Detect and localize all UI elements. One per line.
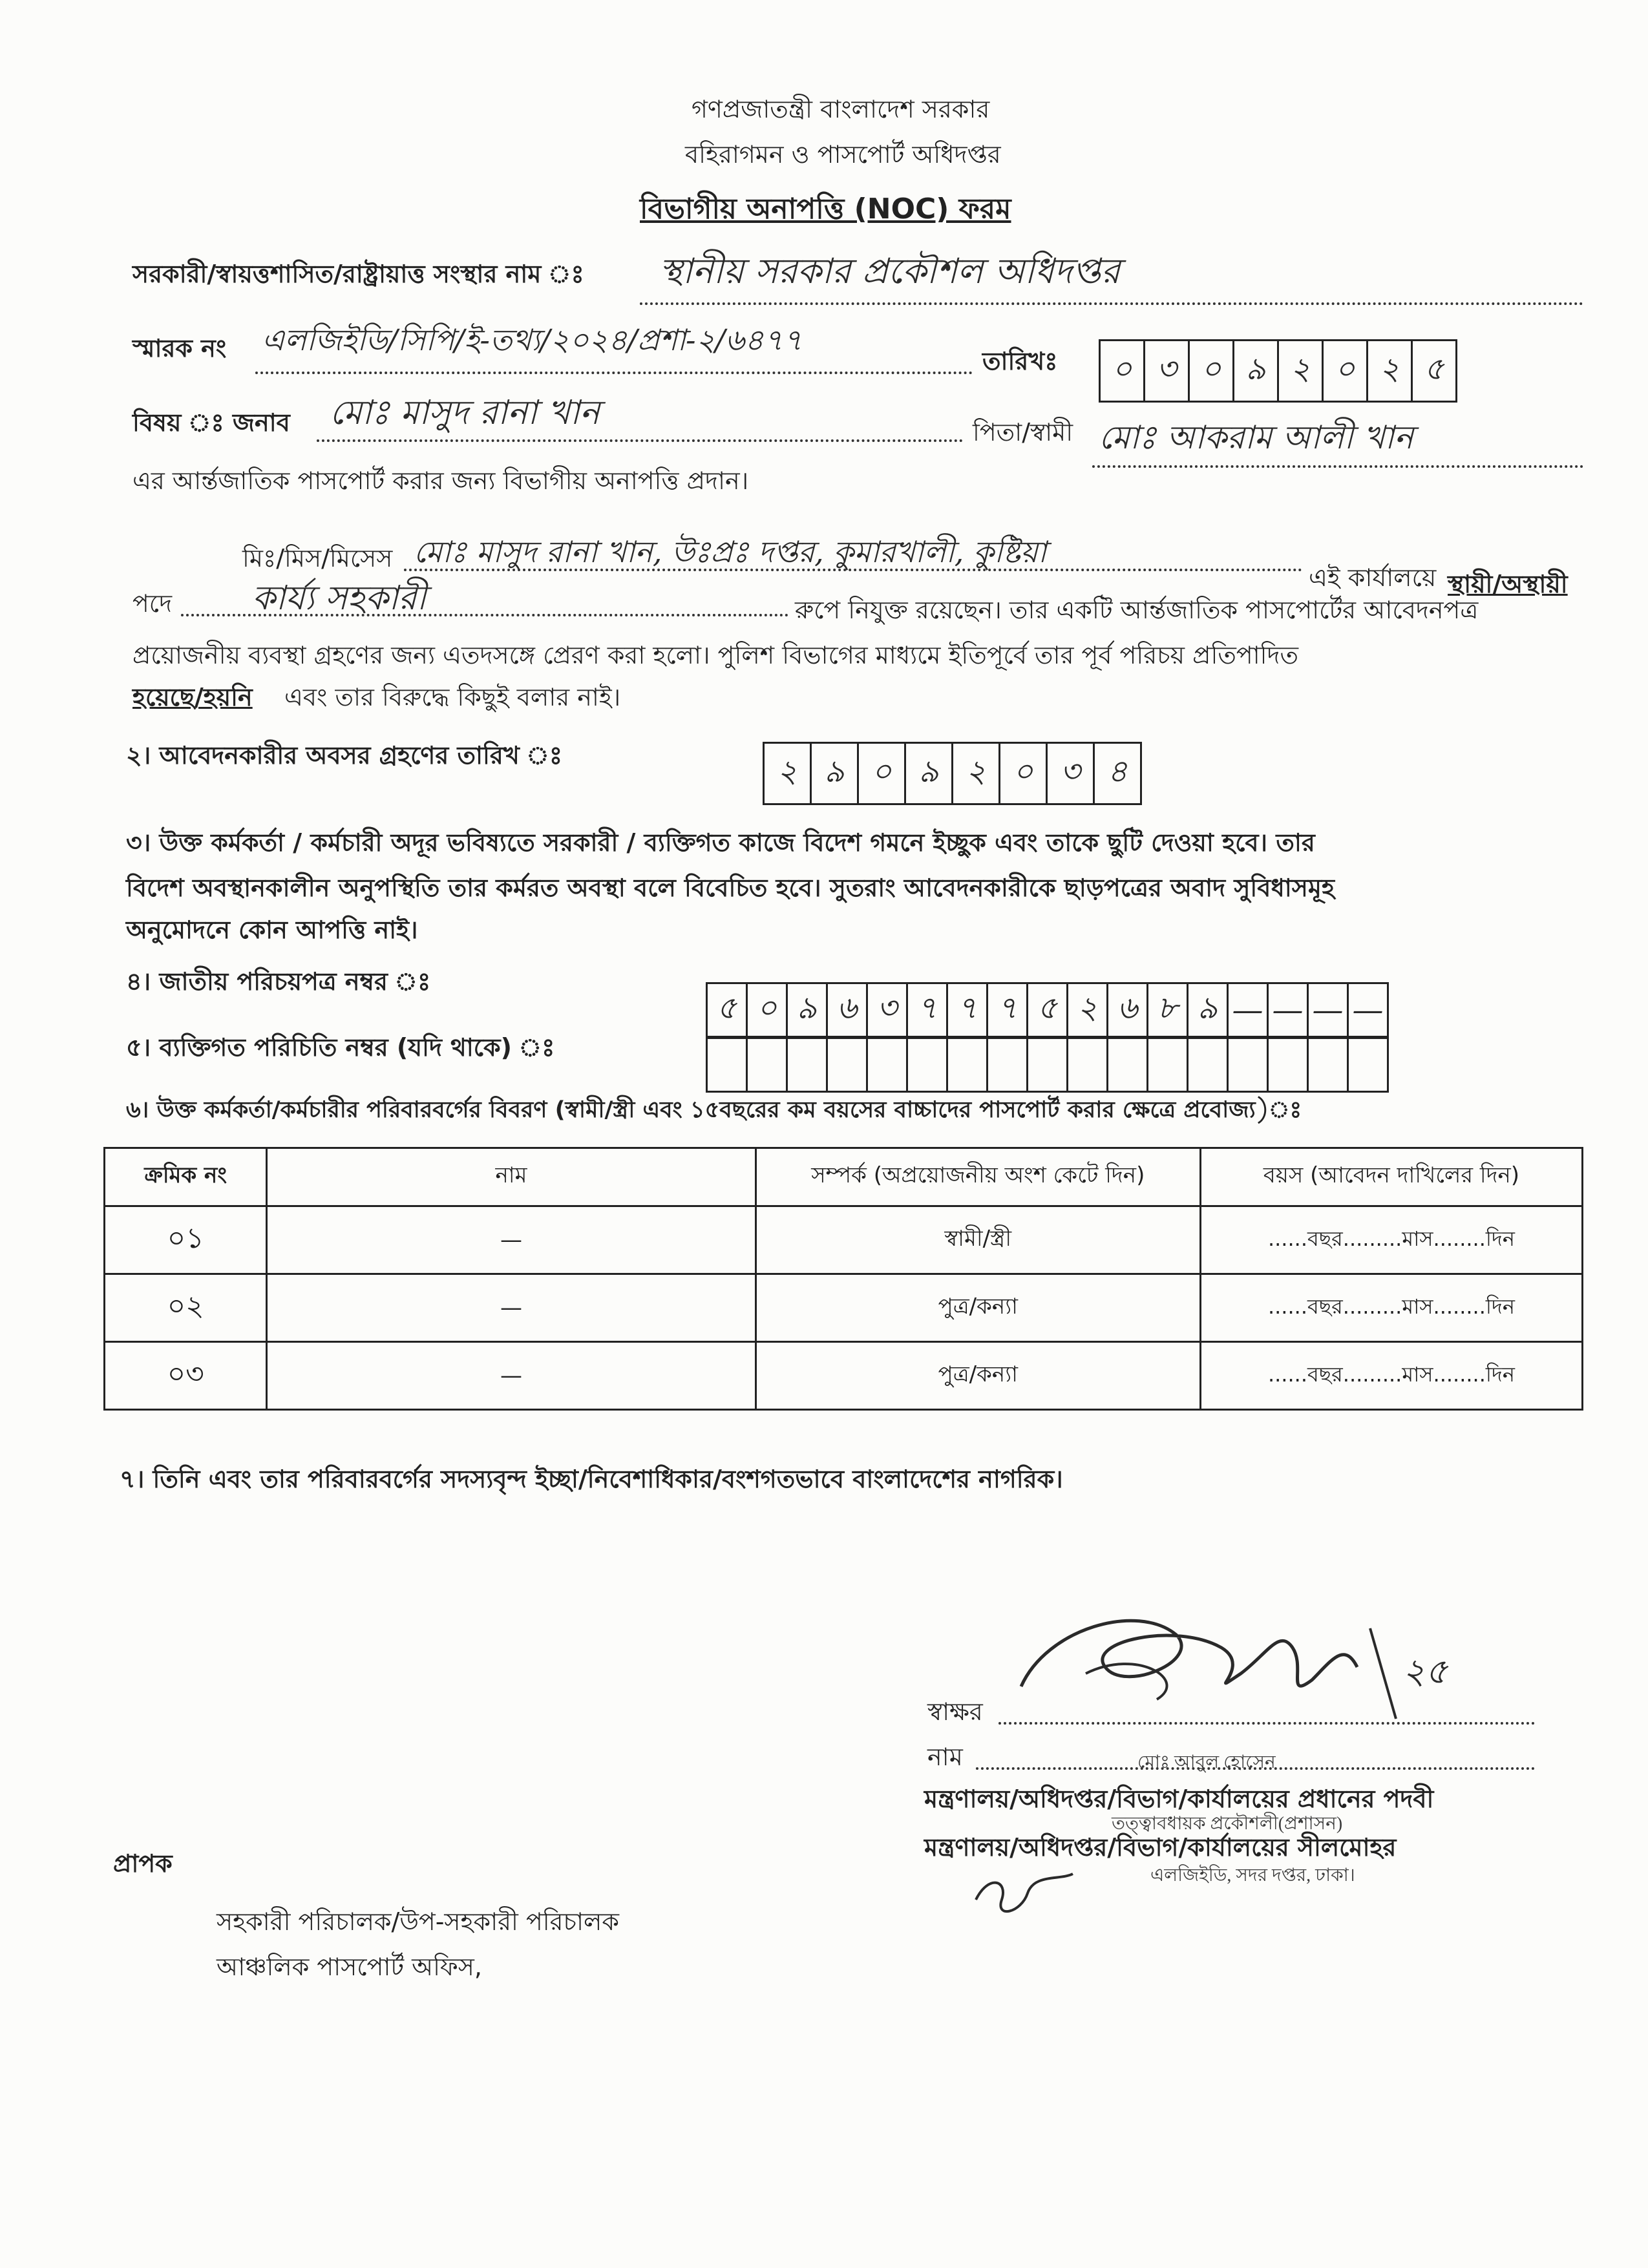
row-age: ......বছর.........মাস........দিন [1200,1274,1582,1342]
nid-digit: ৯ [1188,984,1229,1036]
memo-value: এলজিইডি/সিপি/ই-তথ্য/২০২৪/প্রশা-২/৬৪৭৭ [262,322,803,357]
row-serial: ০৩ [105,1342,267,1410]
subject-dotline [317,439,963,442]
retire-digit: ৪ [1107,753,1128,790]
para1-status: স্থায়ী/অস্থায়ী [1448,570,1568,598]
pin-cell [1188,1039,1229,1091]
father-dotline [1092,465,1583,468]
header-line-1: গণপ্রজাতন্ত্রী বাংলাদেশ সরকার [692,95,990,123]
row-relation: পুত্র/কন্যা [755,1274,1200,1342]
nid-digit: ৭ [988,984,1028,1036]
item4-label: ৪। জাতীয় পরিচয়পত্র নম্বর ঃ [126,967,431,996]
nid-digit: ২ [1068,984,1108,1036]
table-row [105,1342,1583,1410]
para1-line4-b: এবং তার বিরুদ্ধে কিছুই বলার নাই। [284,683,621,711]
memo-label: স্মারক নং [132,334,227,362]
para1-suffix: এই কার্যালয়ে [1309,563,1437,592]
retire-digit: ২ [765,744,812,803]
pin-cell [1229,1039,1269,1091]
nid-digit: ৯ [788,984,828,1036]
sign-dotline [998,1722,1535,1725]
para1-person: মোঃ মাসুদ রানা খান, উঃপ্রঃ দপ্তর, কুমারখালী, কুষ্টিয়া [414,534,1047,569]
row-serial: ০২ [105,1274,267,1342]
table-row [105,1206,1583,1274]
family-table-header [105,1148,1583,1206]
sign-label: স্বাক্ষর [927,1697,983,1726]
pin-cell [1028,1039,1068,1091]
recipient-line-2: আঞ্চলিক পাসপোর্ট অফিস, [217,1953,482,1981]
row-serial: ০১ [105,1206,267,1274]
signature-date: ২৫ [1402,1651,1448,1692]
org-dotline [640,302,1583,305]
retire-digit: ০ [859,744,906,803]
item2-label: ২। আবেদনকারীর অবসর গ্রহণের তারিখ ঃ [126,741,563,770]
pin-cell [948,1039,988,1091]
para1-dotline [404,569,1302,571]
memo-dotline [255,372,973,374]
row-age: ......বছর.........মাস........দিন [1200,1342,1582,1410]
date-digit: ৫ [1424,350,1444,387]
col-serial: ক্রমিক নং [105,1148,267,1206]
nid-digit: ৫ [1028,984,1068,1036]
post-dotline [181,614,788,616]
nid-digit: — [1352,992,1384,1028]
father-name: মোঃ আকরাম আলী খান [1099,419,1414,456]
nid-digit: — [1269,984,1309,1036]
para1-line2: রুপে নিযুক্ত রয়েছেন। তার একটি আর্ন্তজাতিক পাসপোর্টের আবেদনপত্র [795,596,1479,624]
row-relation: স্বামী/স্ত্রী [755,1206,1200,1274]
row-relation: পুত্র/কন্যা [755,1342,1200,1410]
date-digit: ০ [1190,341,1234,401]
row-name: — [267,1342,755,1410]
nid-digit: ৩ [868,984,908,1036]
subject-label: বিষয় ঃ জনাব [132,408,290,437]
nid-digit: ৬ [1108,984,1148,1036]
pin-boxes [706,1037,1389,1093]
nid-digit: ৭ [908,984,948,1036]
row-name: — [267,1274,755,1342]
date-digit: ০ [1324,341,1368,401]
para1-prefix: মিঃ/মিস/মিসেস [242,544,393,572]
pin-cell [828,1039,868,1091]
stamp-name: মোঃ আবুল হোসেন [1137,1752,1276,1772]
retire-date-boxes [763,742,1142,805]
pin-cell [1269,1039,1309,1091]
retire-digit: ০ [1000,744,1048,803]
date-digit: ২ [1279,341,1324,401]
nid-digit: ০ [748,984,788,1036]
retire-digit: ৯ [906,744,953,803]
form-title: বিভাগীয় অনাপত্তি (NOC) ফরম [640,193,1011,226]
col-name: নাম [267,1148,755,1206]
date-digit: ৯ [1234,341,1279,401]
subject-line-2: এর আর্ন্তজাতিক পাসপোর্ট করার জন্য বিভাগীয় অনাপত্তি প্রদান। [132,467,749,495]
family-table [103,1147,1583,1411]
col-age: বয়স (আবেদন দাখিলের দিন) [1200,1148,1582,1206]
post-value: কার্য্য সহকারী [252,579,427,618]
memo-date-label: তারিখঃ [982,347,1058,375]
item6-label: ৬। উক্ত কর্মকর্তা/কর্মচারীর পরিবারবর্গের বিবরণ (স্বামী/স্ত্রী এবং ১৫বছরের কম বয়সের বাচ্চাদের পাসপোর্ট করার ক্ষেত্রে প্রবোজ্য)ঃ [126,1097,1302,1123]
pin-cell [1309,1039,1349,1091]
pin-cell [1349,1039,1387,1091]
retire-digit: ৯ [812,744,859,803]
org-value: স্থানীয় সরকার প্রকৌশল অধিদপ্তর [659,251,1121,291]
recipient-line-1: সহকারী পরিচালক/উপ-সহকারী পরিচালক [217,1907,619,1936]
nid-boxes [706,982,1389,1038]
pin-cell [788,1039,828,1091]
org-label: সরকারী/স্বায়ত্তশাসিত/রাষ্ট্রায়াত্ত সংস্থার নাম ঃ [132,260,584,288]
date-digit: ০ [1101,341,1145,401]
nid-digit: — [1229,984,1269,1036]
recipient-label: প্রাপক [113,1849,173,1878]
item5-label: ৫। ব্যক্তিগত পরিচিতি নম্বর (যদি থাকে) ঃ [126,1033,555,1062]
nid-digit: ৮ [1148,984,1188,1036]
retire-digit: ৩ [1048,744,1095,803]
header-line-2: বহিরাগমন ও পাসপোর্ট অধিদপ্তর [685,140,1001,169]
stamp-line-1: তত্ত্বাবধায়ক প্রকৌশলী(প্রশাসন) [1112,1814,1343,1834]
pin-cell [988,1039,1028,1091]
seal-label: মন্ত্রণালয়/অধিদপ্তর/বিভাগ/কার্যালয়ের সীলমোহর [924,1833,1397,1862]
pin-cell [1068,1039,1108,1091]
post-label: পদে [132,589,173,618]
nid-digit: ৬ [828,984,868,1036]
pin-cell [708,1039,748,1091]
pin-cell [1148,1039,1188,1091]
pin-cell [908,1039,948,1091]
para1-line4-a: হয়েছে/হয়নি [132,683,253,711]
date-digit: ২ [1368,341,1413,401]
initials-scribble [969,1861,1086,1932]
pin-cell [748,1039,788,1091]
stamp-line-2: এলজিইডি, সদর দপ্তর, ঢাকা। [1150,1865,1355,1885]
nid-digit: ৫ [708,984,748,1036]
pin-cell [1108,1039,1148,1091]
para1-line3: প্রয়োজনীয় ব্যবস্থা গ্রহণের জন্য এতদসঙ্গে প্রেরণ করা হলো। পুলিশ বিভাগের মাধ্যমে ইতিপূর্বে তার পূর্ব পরিচয় প্রতিপাদিত [132,641,1299,669]
item3-line-1: ৩। উক্ত কর্মকর্তা / কর্মচারী অদূর ভবিষ্যতে সরকারী / ব্যক্তিগত কাজে বিদেশ গমনে ইচ্ছুক এবং তাকে ছুটি দেওয়া হবে। তার [126,828,1315,857]
memo-date-boxes [1099,339,1457,403]
designation-label: মন্ত্রণালয়/অধিদপ্তর/বিভাগ/কার্যালয়ের প্রধানের পদবী [924,1785,1434,1813]
row-name: — [267,1206,755,1274]
item7-text: ৭। তিনি এবং তার পরিবারবর্গের সদস্যবৃন্দ ইচ্ছা/নিবেশাধিকার/বংশগতভাবে বাংলাদেশের নাগরিক। [120,1465,1063,1493]
nid-digit: ৭ [948,984,988,1036]
pin-cell [868,1039,908,1091]
nid-digit: — [1309,984,1349,1036]
name-label: নাম [927,1743,963,1771]
table-row [105,1274,1583,1342]
row-age: ......বছর.........মাস........দিন [1200,1206,1582,1274]
date-digit: ৩ [1145,341,1190,401]
item3-line-2: বিদেশ অবস্থানকালীন অনুপস্থিতি তার কর্মরত অবস্থা বলে বিবেচিত হবে। সুতরাং আবেদনকারীকে ছাড়পত্রের অবাদ সুবিধাসমূহ [126,874,1335,902]
col-relation: সম্পর্ক (অপ্রয়োজনীয় অংশ কেটে দিন) [755,1148,1200,1206]
retire-digit: ২ [953,744,1000,803]
item3-line-3: অনুমোদনে কোন আপত্তি নাই। [126,916,418,944]
father-label: পিতা/স্বামী [973,418,1073,446]
subject-name: মোঃ মাসুদ রানা খান [330,394,600,432]
